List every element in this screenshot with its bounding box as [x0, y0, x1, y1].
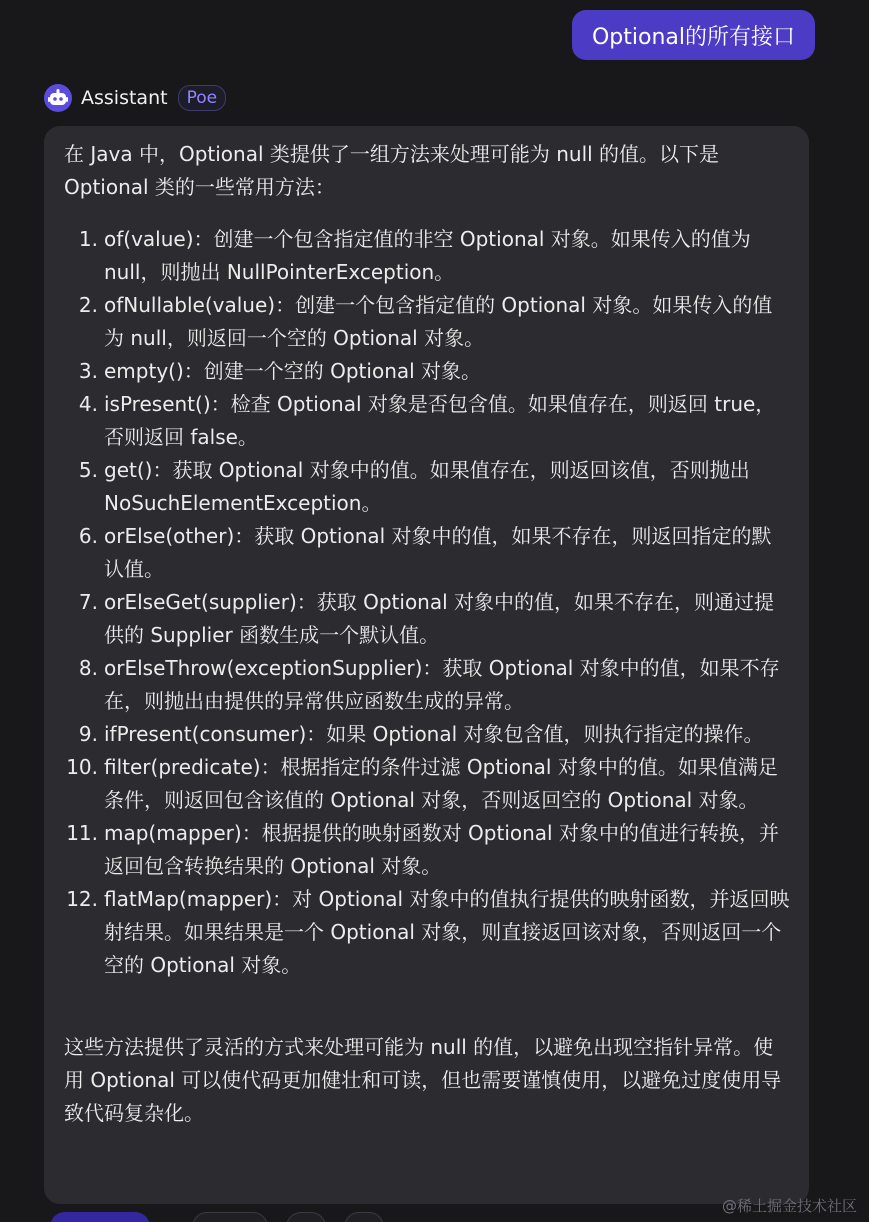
list-item-text: get()：获取 Optional 对象中的值。如果值存在，则返回该值，否则抛出 NoSuchElementException。	[104, 458, 750, 515]
list-item-text: map(mapper)：根据提供的映射函数对 Optional 对象中的值进行转换，并返回包含转换结果的 Optional 对象。	[104, 821, 779, 878]
list-item-number: 9.	[78, 722, 98, 746]
user-message-text: Optional的所有接口	[591, 24, 795, 50]
list-item	[64, 883, 791, 982]
list-item-number: 2.	[78, 293, 98, 317]
dislike-button[interactable]	[344, 1212, 384, 1222]
list-item-text: orElseThrow(exceptionSupplier)：获取 Optional 对象中的值，如果不存在，则抛出由提供的异常供应函数生成的异常。	[104, 656, 780, 713]
list-item	[64, 355, 791, 388]
response-intro: 在 Java 中，Optional 类提供了一组方法来处理可能为 null 的值。以下是 Optional 类的一些常用方法：	[64, 142, 720, 199]
bot-response-bubble	[44, 126, 809, 1204]
list-item-number: 5.	[78, 458, 98, 482]
list-item	[64, 289, 791, 355]
list-item	[64, 454, 791, 520]
list-item-text: isPresent()：检查 Optional 对象是否包含值。如果值存在，则返回 true，否则返回 false。	[104, 392, 776, 449]
list-item-number: 12.	[66, 887, 98, 911]
list-item-text: flatMap(mapper)：对 Optional 对象中的值执行提供的映射函数，并返回映射结果。如果结果是一个 Optional 对象，则直接返回该对象，否则返回一个空的 Optional 对象。	[104, 887, 790, 977]
list-item-number: 1.	[78, 227, 98, 251]
list-item	[64, 586, 791, 652]
list-item	[64, 223, 791, 289]
list-item	[64, 751, 791, 817]
list-item-text: ifPresent(consumer)：如果 Optional 对象包含值，则执行指定的操作。	[104, 722, 764, 746]
list-item-text: ofNullable(value)：创建一个包含指定值的 Optional 对象。如果传入的值为 null，则返回一个空的 Optional 对象。	[104, 293, 773, 350]
like-button[interactable]	[286, 1212, 326, 1222]
list-item	[64, 817, 791, 883]
list-item-text: of(value)：创建一个包含指定值的非空 Optional 对象。如果传入的值为 null，则抛出 NullPointerException。	[104, 227, 751, 284]
list-item-text: orElse(other)：获取 Optional 对象中的值，如果不存在，则返回指定的默认值。	[104, 524, 772, 581]
list-item-number: 4.	[78, 392, 98, 416]
list-item-number: 7.	[78, 590, 98, 614]
list-item-number: 11.	[66, 821, 98, 845]
list-item	[64, 718, 791, 751]
list-item	[64, 520, 791, 586]
list-item-text: filter(predicate)：根据指定的条件过滤 Optional 对象中的值。如果值满足条件，则返回包含该值的 Optional 对象，否则返回空的 Optional 对象。	[104, 755, 778, 812]
list-item-text: empty()：创建一个空的 Optional 对象。	[104, 359, 482, 383]
list-item	[64, 652, 791, 718]
list-item	[64, 388, 791, 454]
bot-name[interactable]: Assistant	[81, 87, 168, 109]
share-button[interactable]	[50, 1212, 150, 1222]
bot-header	[44, 84, 226, 112]
response-closing: 这些方法提供了灵活的方式来处理可能为 null 的值，以避免出现空指针异常。使用 Optional 可以使代码更加健壮和可读，但也需要谨慎使用，以避免过度使用导致代码复杂化。	[64, 1035, 782, 1125]
user-message-bubble	[572, 10, 815, 60]
method-list	[64, 223, 791, 982]
robot-icon[interactable]	[44, 84, 72, 112]
list-item-number: 6.	[78, 524, 98, 548]
list-item-number: 10.	[66, 755, 98, 779]
list-item-number: 8.	[78, 656, 98, 680]
list-item-text: orElseGet(supplier)：获取 Optional 对象中的值，如果不存在，则通过提供的 Supplier 函数生成一个默认值。	[104, 590, 775, 647]
bot-badge[interactable]: Poe	[178, 85, 227, 111]
action-button[interactable]	[192, 1212, 268, 1222]
list-item-number: 3.	[78, 359, 98, 383]
watermark: @稀土掘金技术社区	[721, 1197, 857, 1215]
